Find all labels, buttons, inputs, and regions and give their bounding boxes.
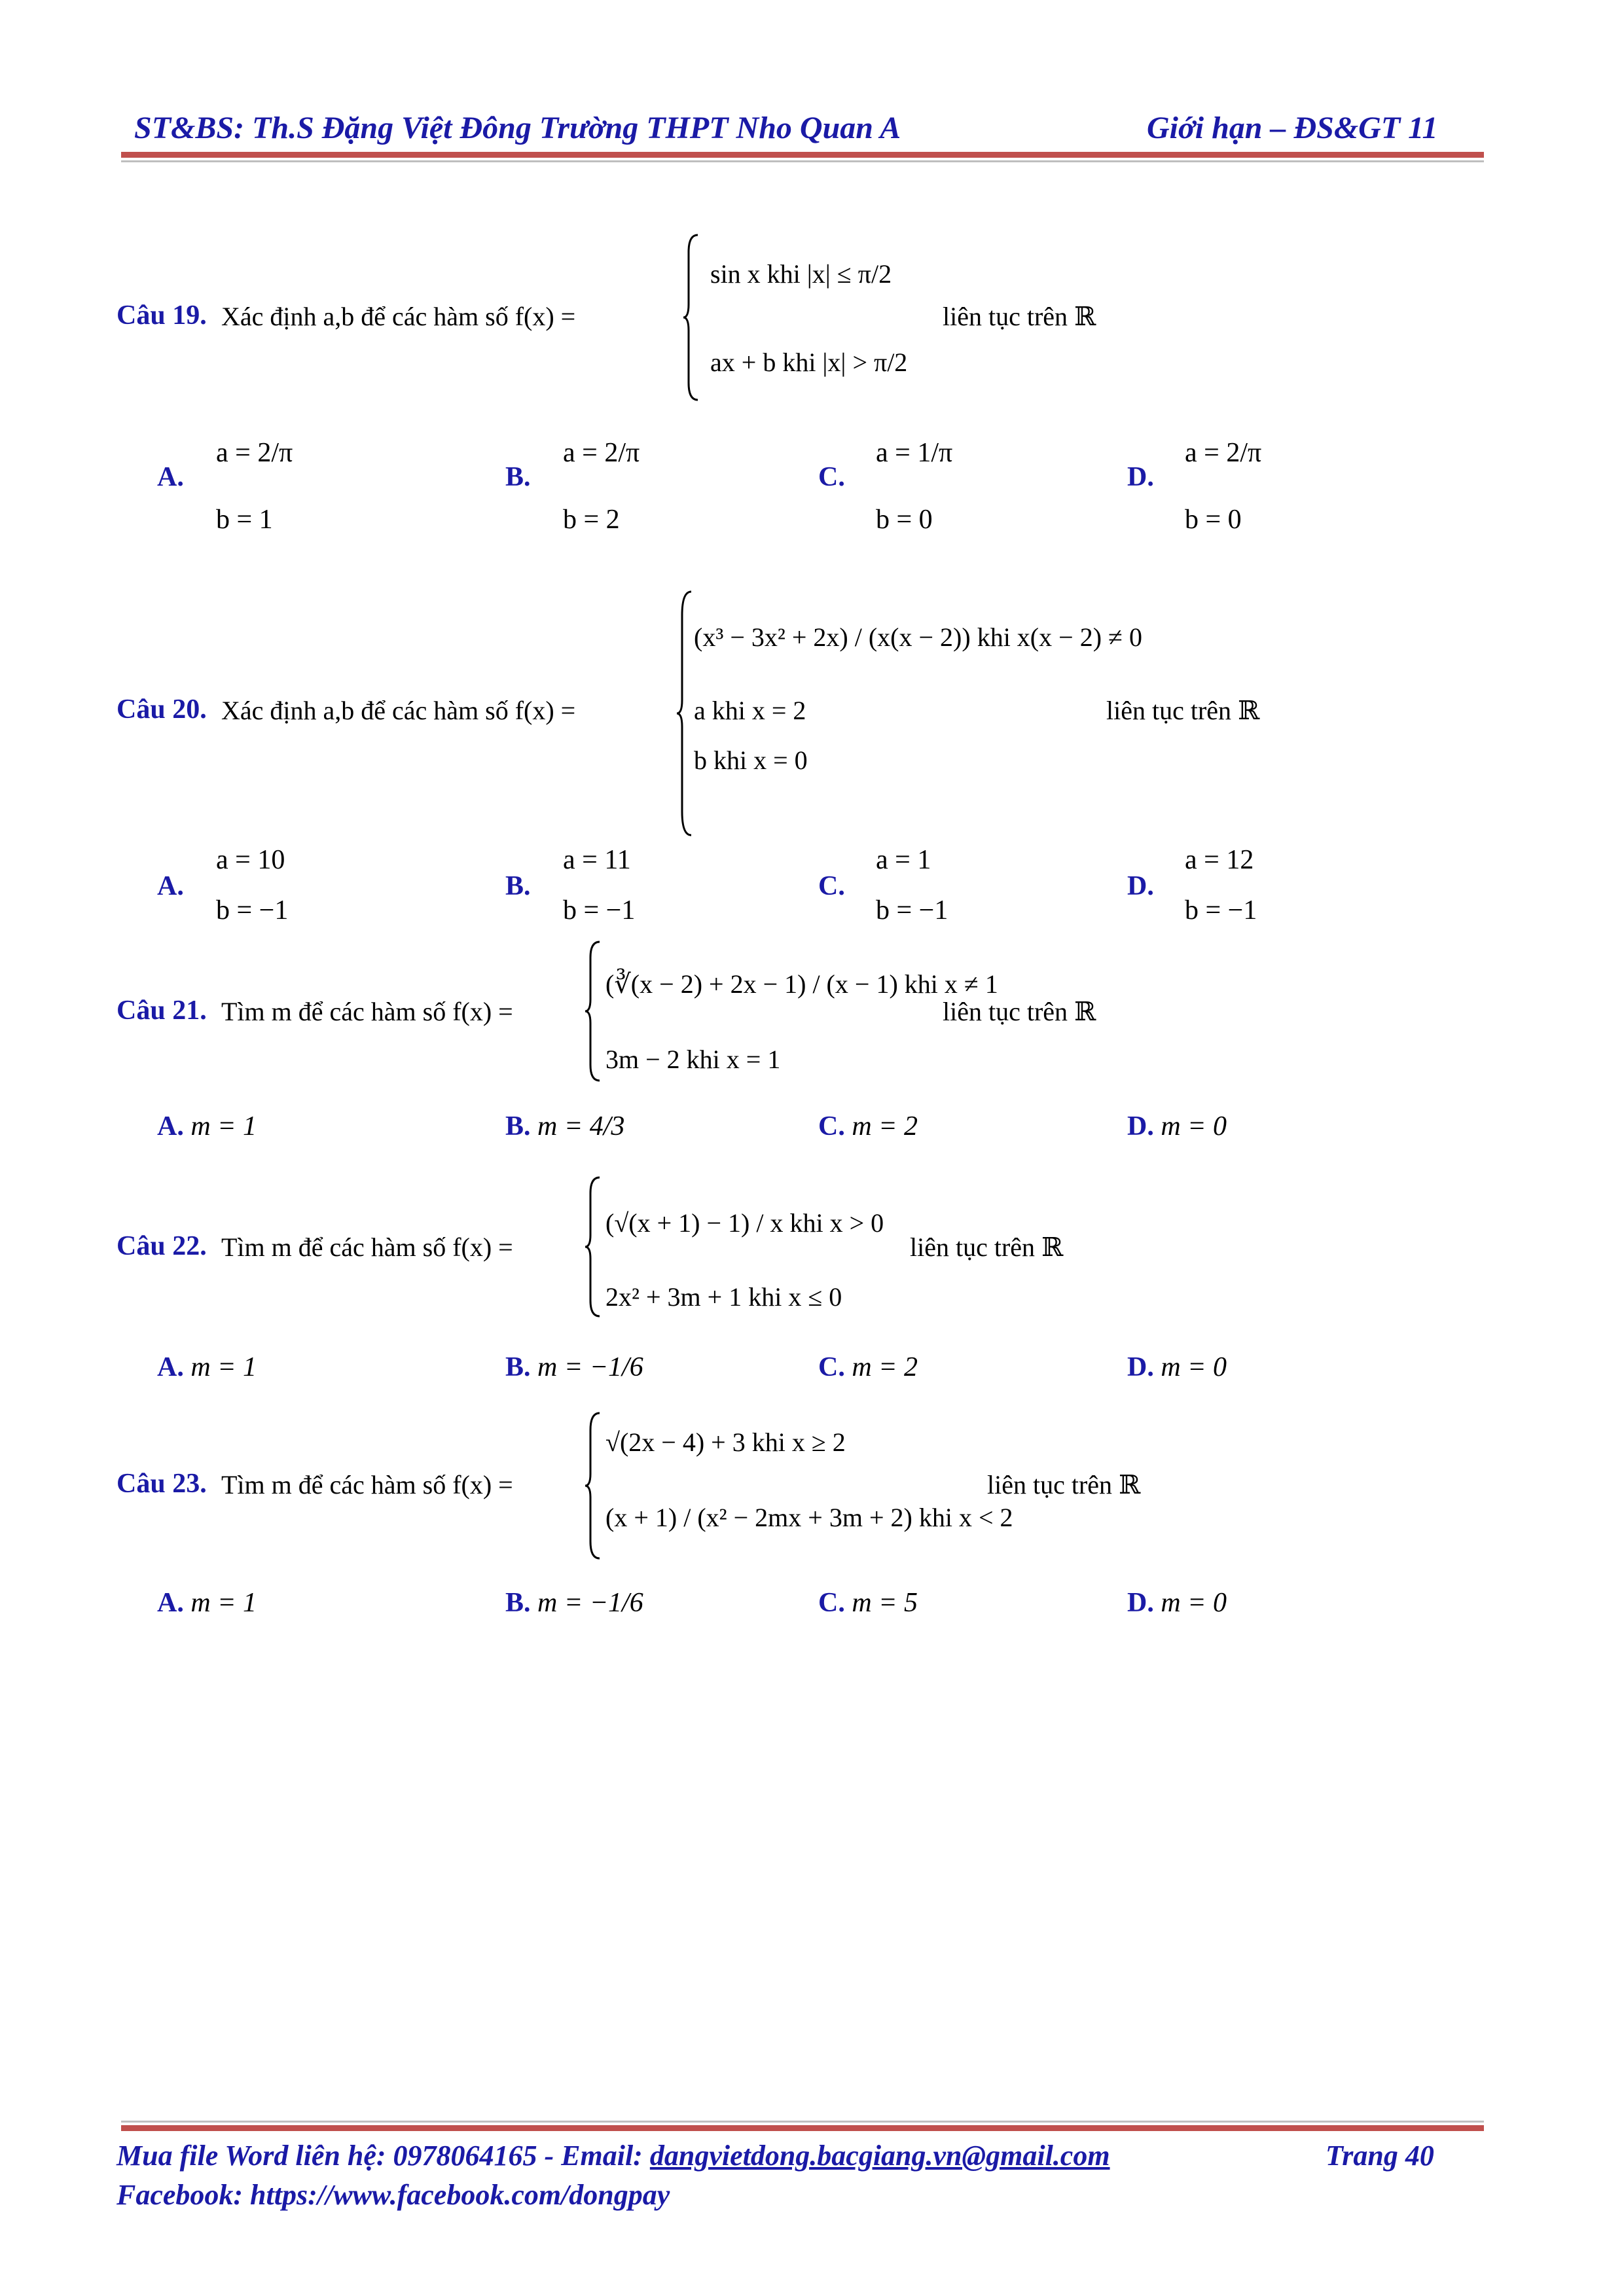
- question-tail: liên tục trên ℝ: [943, 997, 1096, 1026]
- header-right: Giới hạn – ĐS&GT 11: [1147, 111, 1438, 145]
- question-tail: liên tục trên ℝ: [987, 1470, 1141, 1499]
- email-link[interactable]: dangvietdong.bacgiang.vn@gmail.com: [649, 2140, 1110, 2172]
- answer-c[interactable]: C. m = 5: [818, 1588, 918, 1618]
- left-brace-icon: [674, 589, 694, 838]
- answer-c-line2: b = 0: [876, 505, 933, 535]
- case-line: b khi x = 0: [694, 745, 808, 775]
- question-label: Câu 21.: [117, 996, 207, 1026]
- left-brace-icon: [583, 1175, 602, 1319]
- answer-b[interactable]: B. m = 4/3: [505, 1111, 625, 1141]
- question-label: Câu 23.: [117, 1469, 207, 1499]
- answer-c-line1: a = 1: [876, 845, 931, 875]
- question-19: [117, 300, 207, 331]
- answer-c-line2: b = −1: [876, 895, 948, 925]
- answer-b-line2: b = 2: [563, 505, 620, 535]
- left-brace-icon: [583, 939, 602, 1083]
- case-line: 3m − 2 khi x = 1: [605, 1045, 781, 1074]
- case-line: (∛(x − 2) + 2x − 1) / (x − 1) khi x ≠ 1: [605, 969, 998, 999]
- answer-d-line1: a = 12: [1185, 845, 1254, 875]
- question-label: Câu 20.: [117, 694, 207, 725]
- question-prompt: Tìm m để các hàm số f(x) =: [221, 997, 513, 1026]
- case-line: (x + 1) / (x² − 2mx + 3m + 2) khi x < 2: [605, 1503, 1013, 1532]
- answer-a-line2: b = −1: [216, 895, 289, 925]
- answer-c[interactable]: C.: [818, 871, 845, 901]
- case-line: a khi x = 2: [694, 696, 806, 725]
- case-line: (x³ − 3x² + 2x) / (x(x − 2)) khi x(x − 2) ≠ 0: [694, 622, 1142, 652]
- left-brace-icon: [681, 232, 700, 403]
- question-22: [117, 1230, 207, 1262]
- question-prompt: Xác định a,b để các hàm số f(x) =: [221, 696, 576, 725]
- answer-a[interactable]: A. m = 1: [157, 1588, 257, 1618]
- answer-a-line1: a = 10: [216, 845, 285, 875]
- header-left: ST&BS: Th.S Đặng Việt Đông Trường THPT Nho Quan A: [134, 111, 901, 145]
- answer-d-line2: b = −1: [1185, 895, 1257, 925]
- facebook-link[interactable]: Facebook: https://www.facebook.com/dongpay: [117, 2179, 670, 2211]
- answer-c-line1: a = 1/π: [876, 438, 953, 468]
- question-prompt: Tìm m để các hàm số f(x) =: [221, 1232, 513, 1262]
- header-rule: [121, 152, 1484, 158]
- answer-d[interactable]: D. m = 0: [1127, 1352, 1227, 1382]
- answer-a-line2: b = 1: [216, 505, 273, 535]
- answer-b[interactable]: B.: [505, 462, 531, 492]
- question-tail: liên tục trên ℝ: [910, 1232, 1064, 1262]
- question-23: [117, 1468, 207, 1499]
- answer-d-line2: b = 0: [1185, 505, 1242, 535]
- answer-c[interactable]: C. m = 2: [818, 1111, 918, 1141]
- question-prompt: Tìm m để các hàm số f(x) =: [221, 1470, 513, 1499]
- question-label: Câu 22.: [117, 1231, 207, 1261]
- answer-d-line1: a = 2/π: [1185, 438, 1262, 468]
- answer-b[interactable]: B. m = −1/6: [505, 1352, 643, 1382]
- answer-d[interactable]: D.: [1127, 871, 1154, 901]
- answer-b[interactable]: B.: [505, 871, 531, 901]
- answer-c[interactable]: C. m = 2: [818, 1352, 918, 1382]
- answer-b-line1: a = 2/π: [563, 438, 640, 468]
- answer-d[interactable]: D. m = 0: [1127, 1111, 1227, 1141]
- question-20: [117, 694, 207, 725]
- answer-a[interactable]: A.: [157, 462, 184, 492]
- answer-d[interactable]: D. m = 0: [1127, 1588, 1227, 1618]
- answer-c[interactable]: C.: [818, 462, 845, 492]
- answer-a[interactable]: A. m = 1: [157, 1352, 257, 1382]
- footer-contact: [117, 2139, 1110, 2172]
- footer-rule: [121, 2125, 1484, 2131]
- answer-d[interactable]: D.: [1127, 462, 1154, 492]
- case-line: √(2x − 4) + 3 khi x ≥ 2: [605, 1427, 846, 1457]
- answer-a-line1: a = 2/π: [216, 438, 293, 468]
- case-line: 2x² + 3m + 1 khi x ≤ 0: [605, 1282, 842, 1312]
- question-tail: liên tục trên ℝ: [1106, 696, 1260, 725]
- footer-rule-thin: [121, 2121, 1484, 2123]
- header-rule-thin: [121, 160, 1484, 162]
- question-21: [117, 995, 207, 1026]
- page-number: Trang 40: [1326, 2140, 1434, 2172]
- footer-contact-text: Mua file Word liên hệ: 0978064165 - Email:: [117, 2140, 650, 2172]
- question-tail: liên tục trên ℝ: [943, 302, 1096, 331]
- case-line: (√(x + 1) − 1) / x khi x > 0: [605, 1208, 884, 1238]
- left-brace-icon: [583, 1410, 602, 1561]
- question-prompt: Xác định a,b để các hàm số f(x) =: [221, 302, 576, 331]
- case-line: sin x khi |x| ≤ π/2: [710, 259, 892, 289]
- answer-b-line2: b = −1: [563, 895, 636, 925]
- answer-b[interactable]: B. m = −1/6: [505, 1588, 643, 1618]
- answer-a[interactable]: A.: [157, 871, 184, 901]
- case-line: ax + b khi |x| > π/2: [710, 348, 908, 377]
- answer-a[interactable]: A. m = 1: [157, 1111, 257, 1141]
- question-label: Câu 19.: [117, 300, 207, 331]
- answer-b-line1: a = 11: [563, 845, 631, 875]
